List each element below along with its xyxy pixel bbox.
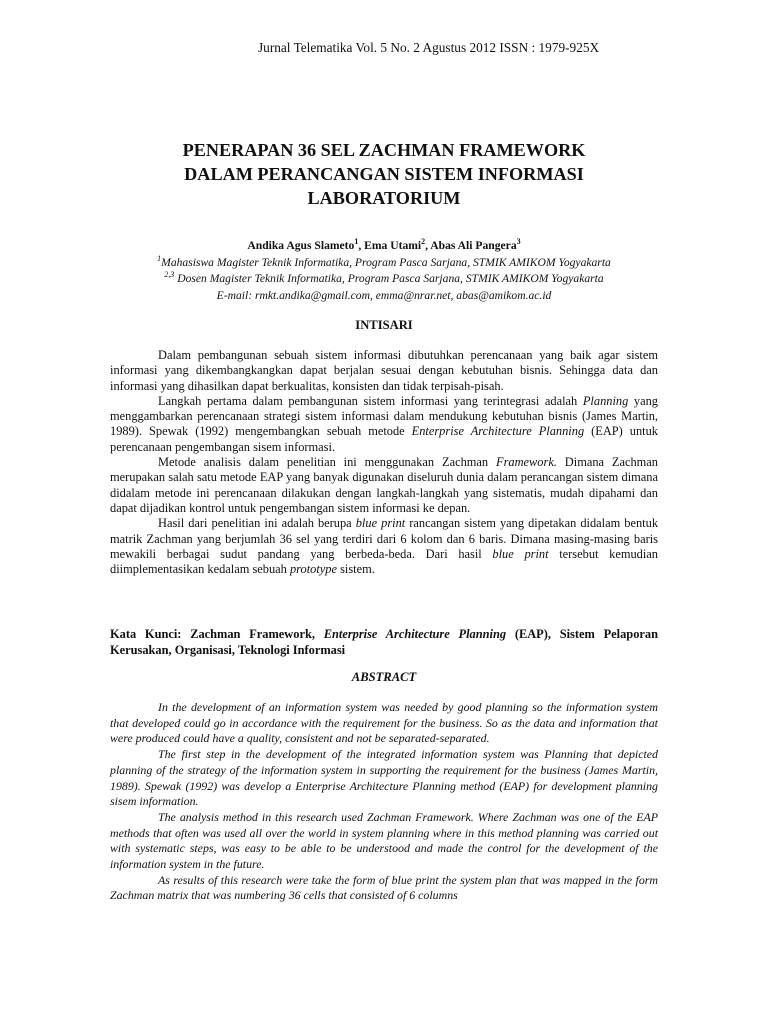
keywords-italic-eap: Enterprise Architecture Planning — [323, 627, 507, 641]
title-line-2: DALAM PERANCANGAN SISTEM INFORMASI — [184, 164, 584, 184]
keywords-text-a: Kata Kunci: Zachman Framework, — [110, 627, 324, 641]
author-2-sup: 2 — [421, 237, 426, 247]
title-line-3: LABORATORIUM — [307, 188, 461, 208]
intisari-p3-text-c: Dimana Zachman merupakan salah satu metode EAP yang banyak digunakan diseluruh dunia dalam perancangan sistem dimana didalam metode ini perencanaan dilakukan dengan langkah-langkah yang sistematis, mudah dipahami dan dapat dijadikan kontrol untuk pengembangan sistem informasi ke depan. — [110, 455, 659, 515]
intisari-p4-italic-prototype: prototype — [289, 562, 337, 577]
intisari-p4-text-c: rancangan sistem yang dipetakan didalam bentuk matrik Zachman yang berjumlah 36 sel yang terdiri dari 6 kolom dan 6 baris. Dimana masing-masing baris mewakili berbagai sudut pandang yang berbeda-beda. Dari hasil — [110, 516, 659, 561]
intisari-p3-italic-framework: Framework. — [496, 455, 557, 470]
keywords — [110, 626, 658, 658]
intisari-heading: INTISARI — [355, 318, 413, 332]
author-sep-2: , — [425, 239, 431, 252]
affiliation-1-sup: 1 — [157, 253, 162, 263]
intisari-p4-italic-blueprint-1: blue print — [355, 516, 406, 531]
intisari-p4-text-g: sistem. — [337, 562, 375, 577]
intisari-p3-text-a: Metode analisis dalam penelitian ini menggunakan Zachman — [158, 455, 496, 470]
abstract-paragraph-2: The first step in the development of the integrated information system was Planning that depicted planning of the strategy of the information system in supporting the requirement for the business (James Martin, 1989). Spewak (1992) was develop a Enterprise Architecture Planning method (EAP) for development planning sisem information. — [110, 747, 658, 809]
intisari-p2-text-e: (EAP) untuk perencanaan pengembangan sisem informasi. — [110, 424, 658, 454]
author-1: Andika Agus Slameto — [247, 239, 355, 252]
abstract-paragraph-1: In the development of an information system was needed by good planning so the information system that developed could go in accordance with the requirement for the business. So as the data and information that were produced could have a quality, consistent and not be separated-separated. — [110, 700, 658, 746]
author-1-sup: 1 — [354, 237, 359, 247]
intisari-p2-italic-eap: Enterprise Architecture Planning — [411, 424, 585, 439]
intisari-p4-text-a: Hasil dari penelitian ini adalah berupa — [158, 516, 356, 531]
intisari-paragraph-4 — [110, 516, 658, 577]
intisari-p2-text-a: Langkah pertama dalam pembangunan sistem informasi yang terintegrasi adalah — [158, 393, 583, 408]
affiliation-2 — [110, 271, 658, 288]
affiliation-2-sup: 2,3 — [164, 270, 175, 280]
author-names — [110, 238, 658, 255]
author-3-sup: 3 — [516, 237, 521, 247]
intisari-paragraph-3 — [110, 455, 658, 516]
affiliation-2-text: Dosen Magister Teknik Informatika, Program Pasca Sarjana, STMIK AMIKOM Yogyakarta — [174, 272, 604, 285]
author-block — [110, 238, 658, 304]
intisari-body — [110, 348, 658, 577]
intisari-paragraph-2 — [110, 394, 658, 455]
intisari-p4-italic-blueprint-2: blue print — [492, 546, 549, 561]
intisari-p2-text-c: yang menggambarkan perencanaan strategi sistem informasi dalam mendukung kebutuhan bisnis (James Martin, 1989). Spewak (1992) mengembangkan sebuah metode — [110, 393, 658, 439]
keywords-text-c: (EAP), Sistem Pelaporan Kerusakan, Organisasi, Teknologi Informasi — [110, 627, 658, 657]
paper-title — [110, 138, 658, 210]
affiliation-1-text: Mahasiswa Magister Teknik Informatika, Program Pasca Sarjana, STMIK AMIKOM Yogyakarta — [161, 255, 611, 269]
abstract-body — [110, 700, 658, 904]
author-2: Ema Utami — [364, 239, 422, 252]
author-emails: E-mail: rmkt.andika@gmail.com, emma@nrar.net, abas@amikom.ac.id — [216, 288, 552, 302]
intisari-p4-text-e: tersebut kemudian diimplementasikan kedalam sebuah — [110, 546, 659, 577]
author-sep-1: , — [358, 239, 365, 252]
abstract-heading: ABSTRACT — [351, 670, 417, 684]
author-3: Abas Ali Pangera — [430, 239, 517, 252]
intisari-paragraph-1: Dalam pembangunan sebuah sistem informasi dibutuhkan perencanaan yang baik agar sistem informasi yang dikembangkangkan dapat berjalan sesuai dengan kebutuhan bisnis. Sehingga data dan informasi yang dihasilkan dapat berkualitas, konsisten dan tidak terpisah-pisah. — [110, 348, 658, 393]
intisari-p2-italic-planning: Planning — [582, 393, 629, 408]
journal-header: Jurnal Telematika Vol. 5 No. 2 Agustus 2012 ISSN : 1979-925X — [258, 40, 600, 55]
affiliation-1 — [110, 255, 658, 272]
abstract-paragraph-3: The analysis method in this research used Zachman Framework. Where Zachman was one of the EAP methods that often was used all over the world in system planning where in this method planning was carried out with systematic steps, was easy to be able to be understood and made the control for the development of the information system in the future. — [110, 809, 658, 872]
abstract-paragraph-4: As results of this research were take the form of blue print the system plan that was mapped in the form Zachman matrix that was numbering 36 cells that consisted of 6 columns — [110, 872, 658, 903]
title-line-1: PENERAPAN 36 SEL ZACHMAN FRAMEWORK — [182, 140, 586, 160]
